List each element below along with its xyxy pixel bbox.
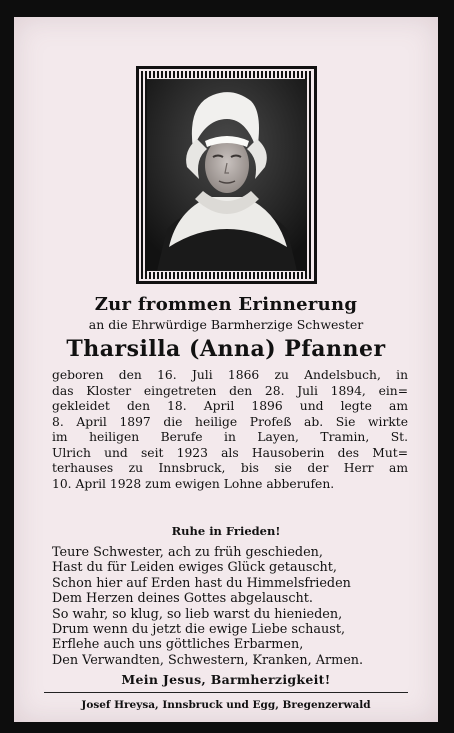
poem-line: Dem Herzen deines Gottes abgelauscht.: [52, 591, 313, 607]
printer-credit: Josef Hreysa, Innsbruck und Egg, Bregenzerwald: [81, 699, 371, 711]
poem-line: Schon hier auf Erden hast du Himmelsfrieden: [52, 575, 351, 591]
poem-line: Teure Schwester, ach zu früh geschieden,: [52, 545, 323, 560]
card-title: Zur frommen Erinnerung: [94, 294, 358, 315]
poem-line: Erflehe auch uns göttliches Erbarmen,: [52, 637, 304, 653]
poem-line: Den Verwandten, Schwestern, Kranken, Armen.: [52, 652, 364, 668]
portrait-photo: [147, 79, 307, 271]
bio-line: geboren den 16. Juli 1866 zu Andelsbuch, in: [52, 368, 408, 382]
bio-line: 10. April 1928 zum ewigen Lohne abberufen.: [52, 476, 335, 491]
divider-line: [44, 692, 408, 693]
bio-line: gekleidet den 18. April 1896 und legte am: [52, 399, 408, 413]
bio-line: im heiligen Berufe in Layen, Tramin, St.: [52, 430, 408, 444]
card-subtitle: an die Ehrwürdige Barmherzige Schwester: [88, 317, 364, 332]
bio-line: 8. April 1897 die heilige Profeß ab. Sie wirkte: [52, 414, 408, 429]
poem-line: Drum wenn du jetzt die ewige Liebe schaust,: [52, 622, 346, 638]
biography-paragraph: [52, 368, 408, 492]
deceased-name: Tharsilla (Anna) Pfanner: [66, 336, 386, 362]
poem-line: So wahr, so klug, so lieb warst du hienieden,: [52, 606, 343, 622]
poem-line: Hast du für Leiden ewiges Glück getauscht,: [52, 560, 337, 576]
nun-portrait-image: [147, 79, 307, 271]
closing-prayer: Mein Jesus, Barmherzigkeit!: [121, 672, 331, 687]
rest-in-peace-heading: Ruhe in Frieden!: [171, 524, 281, 538]
bio-line: das Kloster eingetreten den 28. Juli 1894, ein=: [52, 383, 408, 398]
bio-line: terhauses zu Innsbruck, bis sie der Herr am: [52, 461, 408, 475]
memorial-poem: [52, 545, 422, 668]
bio-line: Ulrich und seit 1923 als Hausoberin des Mut=: [52, 445, 408, 460]
memorial-card: [14, 17, 438, 722]
